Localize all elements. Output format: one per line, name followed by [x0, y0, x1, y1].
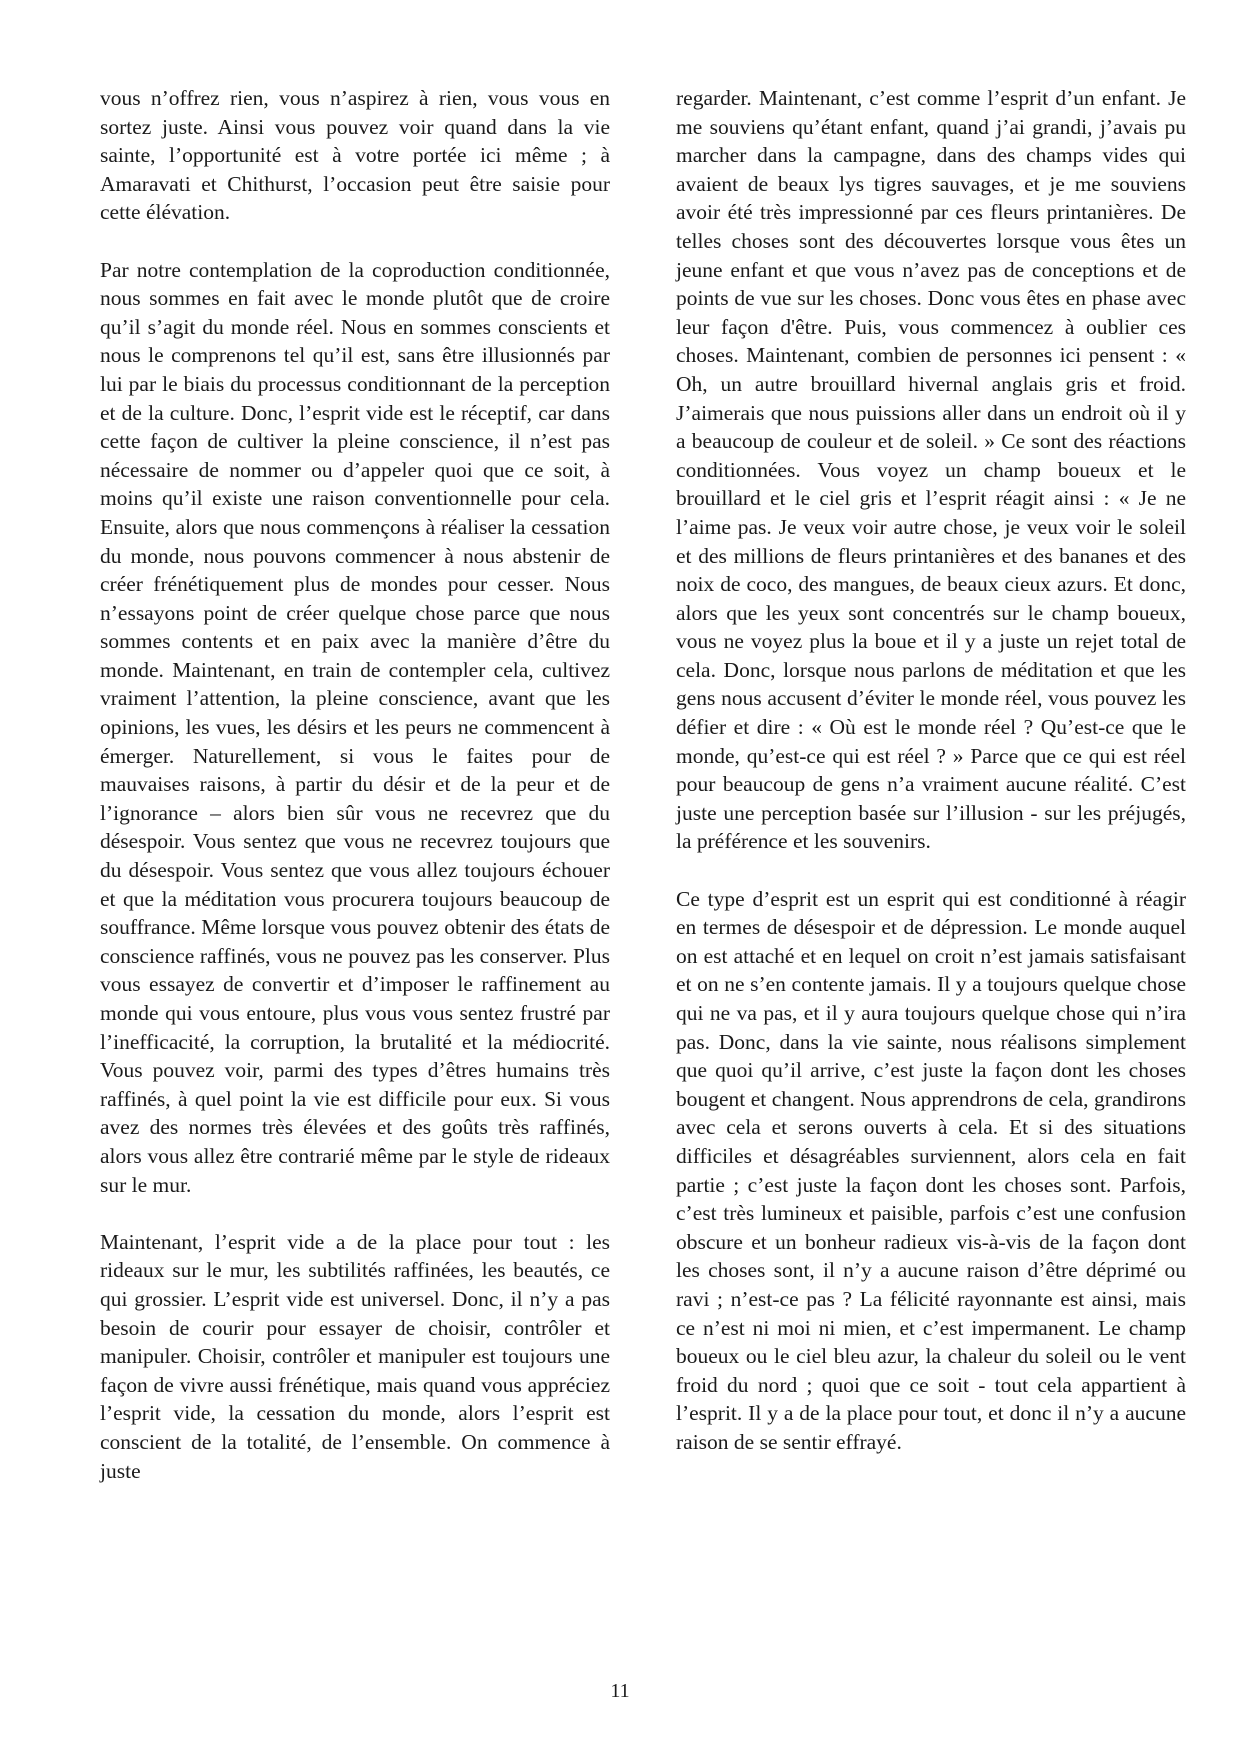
left-column [100, 84, 610, 1514]
paragraph: Ce type d’esprit est un esprit qui est conditionné à réagir en termes de désespoir et de dépression. Le monde auquel on est attaché et en lequel on croit n’est jamais satisfaisant et on ne s’en contente jamais. Il y a toujours quelque chose qui ne va pas, et il y aura toujours quelque chose qui n’ira pas. Donc, dans la vie sainte, nous réalisons simplement que quoi qu’il arrive, c’est juste la façon dont les choses bougent et changent. Nous apprendrons de cela, grandirons avec cela et serons ouverts à cela. Et si des situations difficiles et désagréables surviennent, alors cela en fait partie ; c’est juste la façon dont les choses sont. Parfois, c’est très lumineux et paisible, parfois c’est une confusion obscure et un bonheur radieux vis-à-vis de la façon dont les choses sont, il n’y a aucune raison d’être déprimé ou ravi ; n’est-ce pas ? La félicité rayonnante est ainsi, mais ce n’est ni moi ni mien, et c’est impermanent. Le champ boueux ou le ciel bleu azur, la chaleur du soleil ou le vent froid du nord ; quoi que ce soit - tout cela appartient à l’esprit. Il y a de la place pour tout, et donc il n’y a aucune raison de se sentir effrayé. [676, 886, 1186, 1454]
right-column [676, 84, 1186, 1485]
page-number: 11 [610, 1680, 630, 1702]
paragraph: Par notre contemplation de la coproduction conditionnée, nous sommes en fait avec le monde plutôt que de croire qu’il s’agit du monde réel. Nous en sommes conscients et nous le comprenons tel qu’il est, sans être illusionnés par lui par le biais du processus conditionnant de la perception et de la culture. Donc, l’esprit vide est le réceptif, car dans cette façon de cultiver la pleine conscience, il n’est pas nécessaire de nommer ou d’appeler quoi que ce soit, à moins qu’il existe une raison conventionnelle pour cela. Ensuite, alors que nous commençons à réaliser la cessation du monde, nous pouvons commencer à nous abstenir de créer frénétiquement plus de mondes pour cesser. Nous n’essayons point de créer quelque chose parce que nous sommes contents et en paix avec la manière d’être du monde. Maintenant, en train de contempler cela, cultivez vraiment l’attention, la pleine conscience, avant que les opinions, les vues, les désirs et les peurs ne commencent à émerger. Naturellement, si vous le faites pour de mauvaises raisons, à partir du désir et de la peur et de l’ignorance – alors bien sûr vous ne recevrez que du désespoir. Vous sentez que vous ne recevrez toujours que du désespoir. Vous sentez que vous allez toujours échouer et que la méditation vous procurera toujours beaucoup de souffrance. Même lorsque vous pouvez obtenir des états de conscience raffinés, vous ne pouvez pas les conserver. Plus vous essayez de convertir et d’imposer le raffinement au monde qui vous entoure, plus vous vous sentez frustré par l’inefficacité, la corruption, la brutalité et la médiocrité. Vous pouvez voir, parmi des types d’êtres humains très raffinés, à quel point la vie est difficile pour eux. Si vous avez des normes très élevées et des goûts très raffinés, alors vous allez être contrarié même par le style de rideaux sur le mur. [100, 257, 610, 1197]
paragraph: regarder. Maintenant, c’est comme l’esprit d’un enfant. Je me souviens qu’étant enfant, quand j’ai grandi, j’avais pu marcher dans la campagne, dans des champs vides qui avaient de beaux lys tigres sauvages, et je me souviens avoir été très impressionné par ces fleurs printanières. De telles choses sont des découvertes lorsque vous êtes un jeune enfant et que vous n’avez pas de conceptions et de points de vue sur les choses. Donc vous êtes en phase avec leur façon d'être. Puis, vous commencez à oublier ces choses. Maintenant, combien de personnes ici pensent : « Oh, un autre brouillard hivernal anglais gris et froid. J’aimerais que nous puissions aller dans un endroit où il y a beaucoup de couleur et de soleil. » Ce sont des réactions conditionnées. Vous voyez un champ boueux et le brouillard et le ciel gris et l’esprit réagit ainsi : « Je ne l’aime pas. Je veux voir autre chose, je veux voir le soleil et des millions de fleurs printanières et des bananes et des noix de coco, des mangues, de beaux cieux azurs. Et donc, alors que les yeux sont concentrés sur le champ boueux, vous ne voyez plus la boue et il y a juste un rejet total de cela. Donc, lorsque nous parlons de méditation et que les gens nous accusent d’éviter le monde réel, vous pouvez les défier et dire : « Où est le monde réel ? Qu’est-ce que le monde, qu’est-ce qui est réel ? » Parce que ce qui est réel pour beaucoup de gens n’a vraiment aucune réalité. C’est juste une perception basée sur l’illusion - sur les préjugés, la préférence et les souvenirs. [676, 86, 1186, 854]
paragraph: Maintenant, l’esprit vide a de la place pour tout : les rideaux sur le mur, les subtilités raffinées, les beautés, ce qui grossier. L’esprit vide est universel. Donc, il n’y a pas besoin de courir pour essayer de choisir, contrôler et manipuler. Choisir, contrôler et manipuler est toujours une façon de vivre aussi frénétique, mais quand vous appréciez l’esprit vide, la cessation du monde, alors l’esprit est conscient de la totalité, de l’ensemble. On commence à juste [100, 1229, 610, 1483]
paragraph: vous n’offrez rien, vous n’aspirez à rien, vous vous en sortez juste. Ainsi vous pouvez voir quand dans la vie sainte, l’opportunité est à votre portée ici même ; à Amaravati et Chithurst, l’occasion peut être saisie pour cette élévation. [100, 86, 610, 225]
